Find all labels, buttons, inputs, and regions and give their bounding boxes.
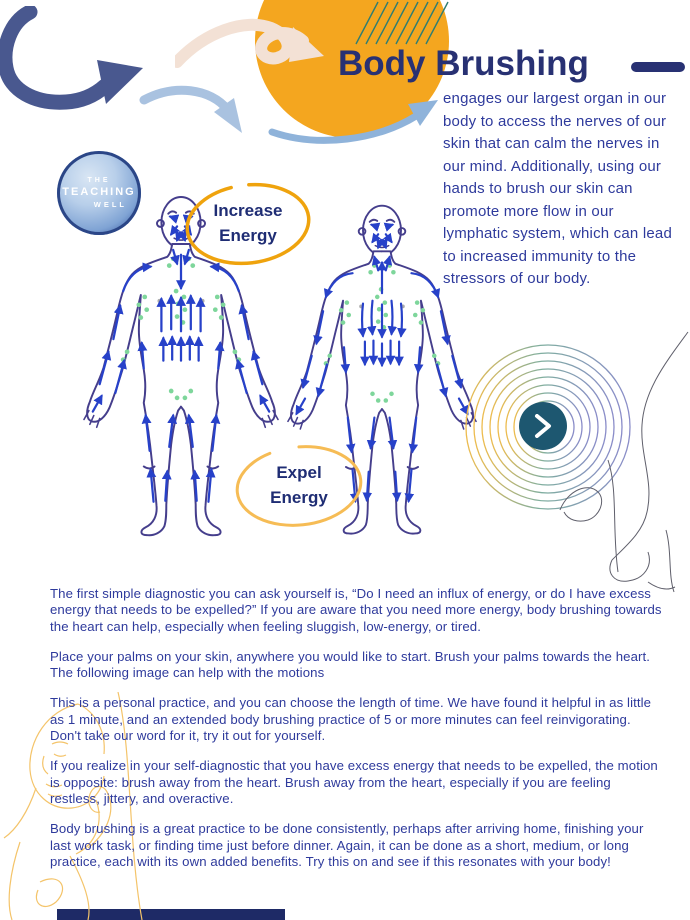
beige-loop-arrow-icon	[175, 14, 327, 76]
logo-line-the: THE	[87, 177, 111, 184]
increase-energy-line1: Increase	[213, 201, 283, 221]
hatch-lines-decoration	[352, 0, 458, 46]
intro-paragraph: engages our largest organ in our body to access the nerves of our skin that can calm the nerves in our mind. Additionally, using our hands to brush our skin can promote more flow in our lymphatic system, which can lead to increased immunity to the stressors of our body.	[443, 90, 672, 287]
paragraph-diagnostic: The first simple diagnostic you can ask yourself is, “Do I need an influx of energy, or do I have excess energy that needs to be expelled?” If you are aware that you need more energy, body brushing towards the heart can help, especially when feeling sluggish, low-energy, or tired.	[50, 586, 662, 634]
navy-arrow-icon	[0, 6, 150, 124]
paragraph-personal-practice: This is a personal practice, and you can choose the length of time. We have found it helpful in as little as 1 minute, and an extended body brushing practice of 5 or more minutes can feel reinvigorating. Don't take our word for it, try it out for yourself.	[50, 695, 652, 744]
increase-energy-line2: Energy	[219, 226, 277, 245]
logo-line-well: WELL	[93, 200, 127, 209]
body-text	[50, 586, 664, 884]
logo-line-teaching: TEACHING	[62, 186, 136, 198]
expel-energy-line2: Energy	[270, 488, 328, 507]
paragraph-expel-motion: If you realize in your self-diagnostic that you have excess energy that needs to be expelled, the motion is opposite: brush away from the heart. Brush away from the heart, especially if you are feeling restless, jittery, and overactive.	[50, 758, 658, 806]
blue-swoosh-arrow-icon	[268, 92, 440, 148]
face-line-art	[548, 330, 690, 595]
paragraph-consistency: Body brushing is a great practice to be done consistently, perhaps after arriving home, finishing your last work task, or finding time just before dinner. Again, it can be done as a short, medium, or long practice, each with its own added benefits. Try this on and see if this resonates with your body!	[50, 821, 644, 869]
paragraph-palms: Place your palms on your skin, anywhere you would like to start. Brush your palms towards the heart. The following image can help with the motions	[50, 648, 651, 681]
title-dash-decoration	[631, 62, 685, 72]
expel-energy-line1: Expel	[276, 463, 322, 483]
expel-energy-label	[233, 442, 365, 530]
page-title: Body Brushing	[338, 44, 589, 83]
light-blue-arrow-icon	[138, 82, 248, 144]
